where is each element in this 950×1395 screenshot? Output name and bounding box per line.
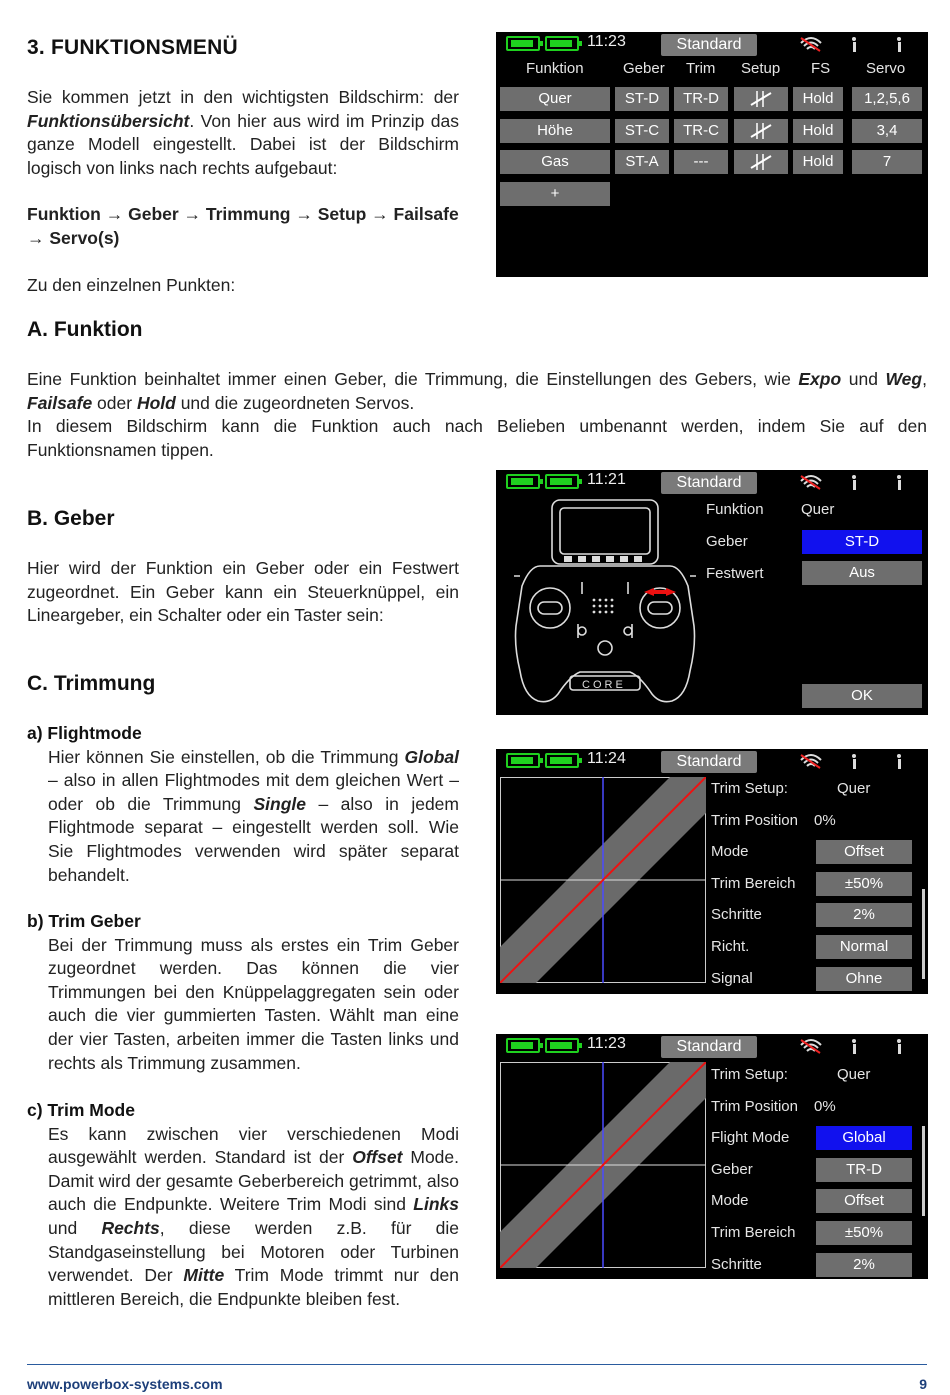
clock: 11:23 bbox=[587, 1035, 626, 1052]
col-header-setup: Setup bbox=[741, 60, 781, 77]
trim-curve-graph bbox=[500, 1062, 706, 1268]
setting-label: Flight Mode bbox=[711, 1129, 790, 1147]
setting-label: Trim Bereich bbox=[711, 1224, 796, 1241]
setting-select[interactable]: ±50% bbox=[816, 872, 912, 896]
battery-icon bbox=[506, 753, 540, 768]
status-bar bbox=[496, 749, 928, 773]
scrollbar[interactable] bbox=[922, 889, 925, 979]
footer-divider bbox=[27, 1364, 927, 1365]
setting-label: Trim Setup: bbox=[711, 1066, 788, 1083]
funktion-value: Quer bbox=[801, 501, 835, 518]
setting-select[interactable]: TR-D bbox=[816, 1158, 912, 1182]
setting-select[interactable]: 2% bbox=[816, 903, 912, 927]
setting-label: Trim Setup: bbox=[711, 780, 788, 797]
screen-trim-flightmode bbox=[496, 1034, 928, 1279]
setting-label: Schritte bbox=[711, 1255, 762, 1273]
setup-curve-icon[interactable] bbox=[734, 150, 788, 174]
fs-cell[interactable]: Hold bbox=[793, 119, 843, 143]
add-function-button[interactable]: + bbox=[500, 182, 610, 206]
setup-curve-icon[interactable] bbox=[734, 87, 788, 111]
antenna-icon bbox=[895, 475, 903, 491]
function-gas[interactable]: Gas bbox=[500, 150, 610, 174]
clock: 11:23 bbox=[587, 33, 626, 50]
transmitter-logo: CORE bbox=[582, 679, 626, 691]
servo-cell[interactable]: 7 bbox=[852, 150, 922, 174]
clock: 11:21 bbox=[587, 471, 626, 488]
profile-button[interactable]: Standard bbox=[661, 34, 757, 56]
funktion-label: Funktion bbox=[706, 501, 764, 518]
festwert-select[interactable]: Aus bbox=[802, 561, 922, 585]
intro-points: Zu den einzelnen Punkten: bbox=[27, 275, 236, 295]
signal-icon bbox=[798, 1037, 824, 1055]
setting-label: Trim Position bbox=[711, 811, 798, 829]
screen-geber bbox=[496, 470, 928, 715]
scrollbar[interactable] bbox=[922, 1126, 925, 1216]
clock: 11:24 bbox=[587, 750, 626, 767]
battery-icon bbox=[545, 474, 579, 489]
battery-icon bbox=[545, 753, 579, 768]
servo-cell[interactable]: 3,4 bbox=[852, 119, 922, 143]
heading-funktion: A. Funktion bbox=[27, 318, 143, 341]
geber-select[interactable]: ST-D bbox=[802, 530, 922, 554]
antenna-icon bbox=[895, 37, 903, 53]
festwert-label: Festwert bbox=[706, 565, 764, 582]
setting-label: Trim Position bbox=[711, 1097, 798, 1115]
antenna-icon bbox=[850, 754, 858, 770]
col-header-funktion: Funktion bbox=[526, 60, 584, 77]
antenna-icon bbox=[850, 37, 858, 53]
col-header-trim: Trim bbox=[686, 60, 716, 77]
profile-button[interactable]: Standard bbox=[661, 472, 757, 494]
profile-button[interactable]: Standard bbox=[661, 1036, 757, 1058]
flightmode-block: a) Flightmode Hier können Sie einstellen, ob die Trimmung Global – also in allen Flightmodes mit dem gleichen Wert – oder ob die Trimmung Single – also in jedem Flightmode separat – eingestellt werden soll. Wie Sie Flightmodes verwenden wird später separat behandelt. bbox=[27, 723, 459, 885]
trim-cell[interactable]: TR-C bbox=[674, 119, 728, 143]
setting-select[interactable]: Global bbox=[816, 1126, 912, 1150]
setting-label: Geber bbox=[711, 1160, 753, 1178]
function-quer[interactable]: Quer bbox=[500, 87, 610, 111]
setting-label: Mode bbox=[711, 843, 749, 861]
geber-cell[interactable]: ST-D bbox=[615, 87, 669, 111]
profile-button[interactable]: Standard bbox=[661, 751, 757, 773]
fs-cell[interactable]: Hold bbox=[793, 150, 843, 174]
geber-cell[interactable]: ST-C bbox=[615, 119, 669, 143]
battery-icon bbox=[545, 1038, 579, 1053]
battery-icon bbox=[545, 36, 579, 51]
function-hoehe[interactable]: Höhe bbox=[500, 119, 610, 143]
battery-icon bbox=[506, 36, 540, 51]
screen-function-overview bbox=[496, 32, 928, 277]
trim-mode-block: c) Trim Mode Es kann zwischen vier verschiedenen Modi ausgewählt werden. Standard ist der Offset Mode. Damit wird der gesamte Geberbereich getrimmt, also auch die Endpunkte. Weitere Trim Modi sind Links und Rechts, diese werden z.B. für die Standgaseinstellung bei Motoren oder Turbinen verwendet. Der Mitte Trim Mode trimmt nur den mittleren Bereich, die Endpunkte bleiben fest. bbox=[27, 1100, 460, 1309]
battery-icon bbox=[506, 474, 540, 489]
setting-select[interactable]: 2% bbox=[816, 1253, 912, 1277]
trim-geber-block: b) Trim Geber Bei der Trimmung muss als erstes ein Trim Geber zugeordnet werden. Das können die vier Trimmungen bei den Knüppelaggregaten sein oder auch die vier gummierten Tasten. Wählt man eine der vier Tasten, arbeiten immer die Tasten links und rechts als Trimmung zusammen. bbox=[27, 911, 459, 1073]
col-header-geber: Geber bbox=[623, 60, 665, 77]
signal-icon bbox=[798, 752, 824, 770]
antenna-icon bbox=[850, 1039, 858, 1055]
trim-cell[interactable]: TR-D bbox=[674, 87, 728, 111]
signal-icon bbox=[798, 35, 824, 53]
setting-select[interactable]: Offset bbox=[816, 840, 912, 864]
trim-curve-graph bbox=[500, 777, 706, 983]
page-number: 9 bbox=[919, 1376, 927, 1392]
section-title: 3. FUNKTIONSMENÜ bbox=[27, 36, 238, 59]
setting-value: 0% bbox=[814, 1097, 836, 1115]
setting-label: Richt. bbox=[711, 938, 750, 955]
setting-select[interactable]: ±50% bbox=[816, 1221, 912, 1245]
trim-cell[interactable]: --- bbox=[674, 150, 728, 174]
status-bar bbox=[496, 1034, 928, 1058]
geber-label: Geber bbox=[706, 533, 748, 550]
setting-select[interactable]: Ohne bbox=[816, 967, 912, 991]
signal-icon bbox=[798, 473, 824, 491]
battery-icon bbox=[506, 1038, 540, 1053]
geber-cell[interactable]: ST-A bbox=[615, 150, 669, 174]
setting-label: Mode bbox=[711, 1192, 749, 1210]
servo-cell[interactable]: 1,2,5,6 bbox=[852, 87, 922, 111]
setting-select[interactable]: Normal bbox=[816, 935, 912, 959]
funktion-paragraph: Eine Funktion beinhaltet immer einen Geber, die Trimmung, die Einstellungen des Gebers, wie Expo und Weg, Failsafe oder Hold und die zugeordneten Servos. In diesem Bildschirm kann die Funktion auch nach Belieben umbenannt werden, indem Sie auf den Funktionsnamen tippen. bbox=[27, 369, 927, 460]
setting-label: Signal bbox=[711, 969, 753, 987]
setting-value: 0% bbox=[814, 811, 836, 829]
setting-label: Trim Bereich bbox=[711, 874, 796, 892]
antenna-icon bbox=[850, 475, 858, 491]
setting-label: Schritte bbox=[711, 906, 762, 924]
setting-select[interactable]: Offset bbox=[816, 1189, 912, 1213]
status-bar bbox=[496, 470, 928, 494]
setting-value: Quer bbox=[837, 1066, 871, 1083]
antenna-icon bbox=[895, 754, 903, 770]
col-header-fs: FS bbox=[811, 60, 831, 77]
col-header-servo: Servo bbox=[866, 60, 906, 77]
heading-trimmung: C. Trimmung bbox=[27, 672, 156, 695]
antenna-icon bbox=[895, 1039, 903, 1055]
heading-geber: B. Geber bbox=[27, 507, 115, 530]
flow-sequence: Funktion → Geber → Trimmung → Setup → Failsafe → Servo(s) bbox=[27, 204, 459, 248]
intro-paragraph: Sie kommen jetzt in den wichtigsten Bildschirm: der Funktionsübersicht. Von hier aus wird im Prinzip das ganze Modell eingestellt. Dabei ist der Bildschirm logisch von links nach rechts aufgebaut: bbox=[27, 87, 459, 178]
screen-trim-setup bbox=[496, 749, 928, 994]
fs-cell[interactable]: Hold bbox=[793, 87, 843, 111]
status-bar bbox=[496, 32, 928, 56]
setup-curve-icon[interactable] bbox=[734, 119, 788, 143]
setting-value: Quer bbox=[837, 780, 871, 797]
ok-button[interactable]: OK bbox=[802, 684, 922, 708]
footer-url[interactable]: www.powerbox-systems.com bbox=[27, 1376, 223, 1392]
geber-paragraph: Hier wird der Funktion ein Geber oder ein Festwert zugeordnet. Ein Geber kann ein Steuerknüppel, ein Lineargeber, ein Schalter oder ein Taster sein: bbox=[27, 558, 459, 626]
